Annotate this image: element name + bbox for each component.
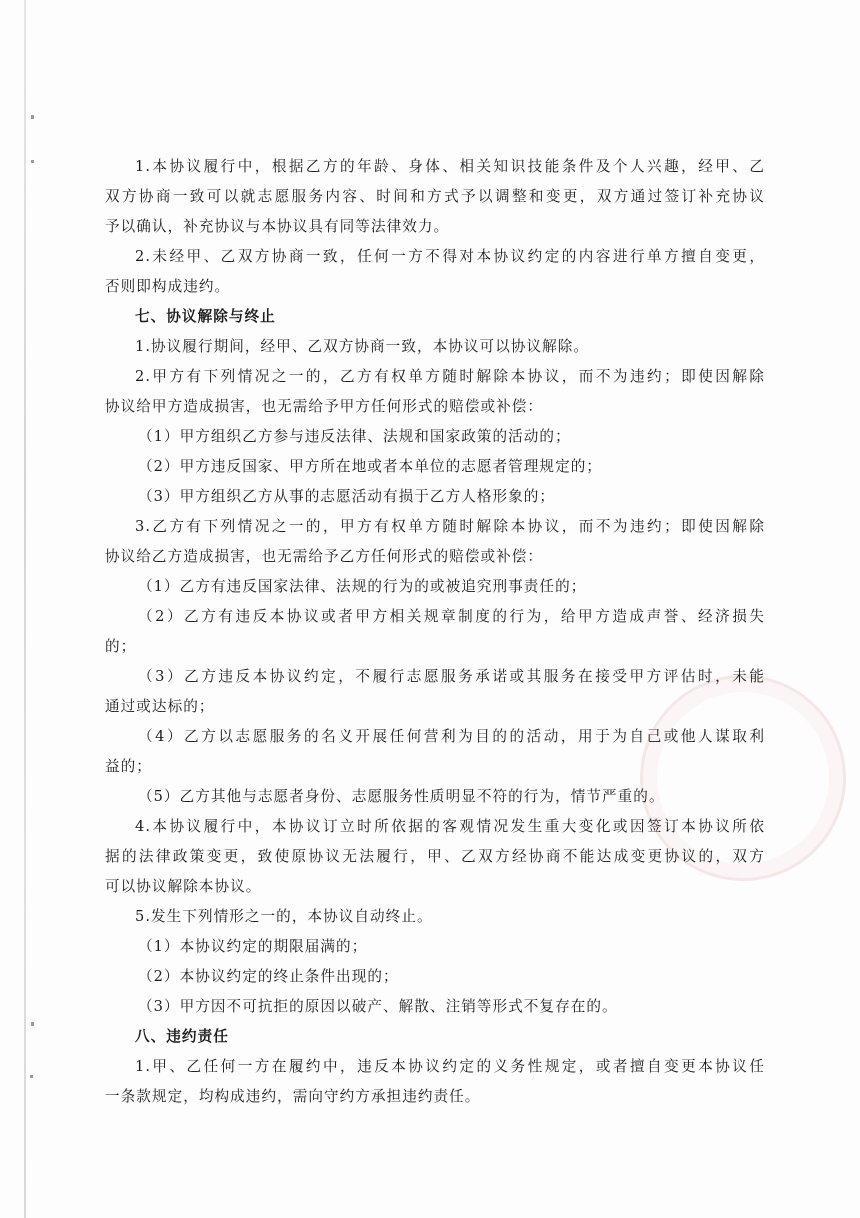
scan-mark [31,160,34,163]
text-line: 予以确认，补充协议与本协议具有同等法律效力。 [105,218,450,235]
scan-mark [31,1022,34,1026]
text-line: 一条款规定，均构成违约，需向守约方承担违约责任。 [105,1088,481,1105]
document-body [105,152,765,1112]
text-line: （5）乙方其他与志愿者身份、志愿服务性质明显不符的行为，情节严重的。 [138,788,665,805]
text-line: 据的法律政策变更，致使原协议无法履行，甲、乙双方经协商不能达成变更协议的，双方 [105,848,765,865]
text-line: （4）乙方以志愿服务的名义开展任何营利为目的的活动，用于为自己或他人谋取利 [138,728,765,745]
text-line: （3）乙方违反本协议约定，不履行志愿服务承诺或其服务在接受甲方评估时，未能 [138,668,765,685]
text-line: 否则即构成违约。 [105,278,231,295]
text-line: 双方协商一致可以就志愿服务内容、时间和方式予以调整和变更，双方通过签订补充协议 [105,188,765,205]
text-line: 益的； [105,758,152,775]
text-line: （2）甲方违反国家、甲方所在地或者本单位的志愿者管理规定的； [138,458,603,475]
text-line: （1）甲方组织乙方参与违反法律、法规和国家政策的活动的； [138,428,571,445]
text-line: 可以协议解除本协议。 [105,878,262,895]
text-line: 1.甲、乙任何一方在履约中，违反本协议约定的义务性规定，或者擅自变更本协议任 [135,1058,765,1075]
scan-binding-edge [24,0,26,1218]
text-line: 2.未经甲、乙双方协商一致，任何一方不得对本协议约定的内容进行单方擅自变更， [135,248,765,265]
text-line: 的； [105,638,137,655]
text-line: 1.本协议履行中，根据乙方的年龄、身体、相关知识技能条件及个人兴趣，经甲、乙 [135,158,765,175]
scan-mark [30,1075,33,1078]
text-line: （3）甲方组织乙方从事的志愿活动有损于乙方人格形象的； [138,488,556,505]
text-line: 协议给甲方造成损害，也无需给予甲方任何形式的赔偿或补偿： [105,398,544,415]
text-line: （3）甲方因不可抗拒的原因以破产、解散、注销等形式不复存在的。 [138,998,618,1015]
text-line: 5.发生下列情形之一的，本协议自动终止。 [135,908,433,925]
section-heading: 七、协议解除与终止 [135,308,276,325]
text-line: （1）本协议约定的期限届满的； [138,938,368,955]
text-line: 3.乙方有下列情况之一的，甲方有权单方随时解除本协议，而不为违约；即使因解除 [135,518,765,535]
text-line: （2）乙方有违反本协议或者甲方相关规章制度的行为，给甲方造成声誉、经济损失 [138,608,765,625]
text-line: 4.本协议履行中，本协议订立时所依据的客观情况发生重大变化或因签订本协议所依 [135,818,765,835]
text-line: 2.甲方有下列情况之一的，乙方有权单方随时解除本协议，而不为违约；即使因解除 [135,368,765,385]
text-line: （2）本协议约定的终止条件出现的； [138,968,399,985]
section-heading: 八、违约责任 [135,1028,229,1045]
text-line: 通过或达标的； [105,698,215,715]
scan-mark [31,115,34,119]
text-line: （1）乙方有违反国家法律、法规的行为的或被追究刑事责任的； [138,578,587,595]
text-line: 1.协议履行期间，经甲、乙双方协商一致，本协议可以协议解除。 [135,338,590,355]
text-line: 协议给乙方造成损害，也无需给予乙方任何形式的赔偿或补偿： [105,548,544,565]
